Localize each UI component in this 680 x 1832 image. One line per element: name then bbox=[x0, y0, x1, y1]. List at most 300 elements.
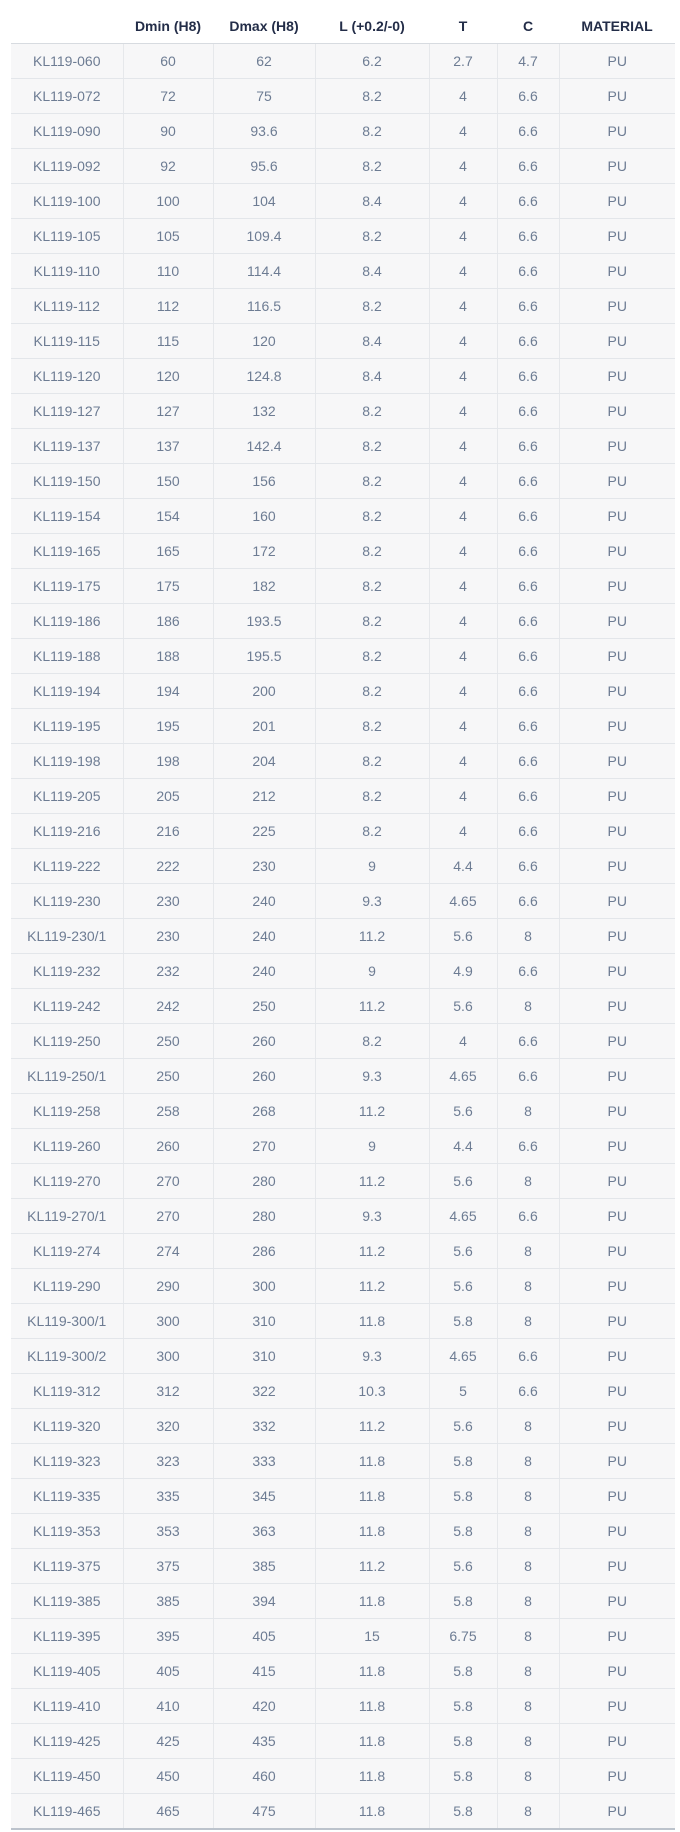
cell-material: PU bbox=[559, 1374, 675, 1409]
table-row bbox=[11, 79, 675, 114]
table-row bbox=[11, 464, 675, 499]
cell-dmin: 375 bbox=[123, 1549, 213, 1584]
cell-dmin: 165 bbox=[123, 534, 213, 569]
table-row bbox=[11, 1164, 675, 1199]
table-row bbox=[11, 1584, 675, 1619]
cell-length: 8.2 bbox=[315, 1024, 429, 1059]
cell-part-number: KL119-216 bbox=[11, 814, 123, 849]
cell-t: 4 bbox=[429, 744, 497, 779]
cell-part-number: KL119-154 bbox=[11, 499, 123, 534]
cell-c: 6.6 bbox=[497, 709, 559, 744]
cell-t: 5.6 bbox=[429, 1164, 497, 1199]
header-t: T bbox=[429, 8, 497, 44]
cell-length: 11.2 bbox=[315, 919, 429, 954]
cell-material: PU bbox=[559, 1304, 675, 1339]
cell-c: 6.6 bbox=[497, 499, 559, 534]
cell-length: 11.2 bbox=[315, 1269, 429, 1304]
table-row bbox=[11, 954, 675, 989]
cell-dmax: 120 bbox=[213, 324, 315, 359]
cell-dmax: 193.5 bbox=[213, 604, 315, 639]
cell-length: 8.2 bbox=[315, 674, 429, 709]
cell-t: 4 bbox=[429, 394, 497, 429]
cell-c: 8 bbox=[497, 1584, 559, 1619]
cell-dmin: 230 bbox=[123, 884, 213, 919]
header-dmin: Dmin (H8) bbox=[123, 8, 213, 44]
cell-dmax: 195.5 bbox=[213, 639, 315, 674]
cell-dmin: 385 bbox=[123, 1584, 213, 1619]
cell-material: PU bbox=[559, 1059, 675, 1094]
cell-c: 8 bbox=[497, 1444, 559, 1479]
table-row bbox=[11, 534, 675, 569]
table-row bbox=[11, 884, 675, 919]
cell-c: 6.6 bbox=[497, 639, 559, 674]
cell-c: 6.6 bbox=[497, 814, 559, 849]
cell-c: 6.6 bbox=[497, 954, 559, 989]
cell-part-number: KL119-060 bbox=[11, 44, 123, 79]
cell-dmax: 260 bbox=[213, 1059, 315, 1094]
cell-t: 4 bbox=[429, 184, 497, 219]
cell-t: 4 bbox=[429, 639, 497, 674]
cell-t: 5.8 bbox=[429, 1689, 497, 1724]
cell-material: PU bbox=[559, 499, 675, 534]
cell-length: 8.4 bbox=[315, 324, 429, 359]
table-row bbox=[11, 219, 675, 254]
cell-dmax: 204 bbox=[213, 744, 315, 779]
cell-length: 8.2 bbox=[315, 744, 429, 779]
cell-dmin: 232 bbox=[123, 954, 213, 989]
cell-part-number: KL119-274 bbox=[11, 1234, 123, 1269]
table-row bbox=[11, 394, 675, 429]
table-row bbox=[11, 359, 675, 394]
cell-material: PU bbox=[559, 79, 675, 114]
table-row bbox=[11, 1304, 675, 1339]
cell-material: PU bbox=[559, 44, 675, 79]
cell-material: PU bbox=[559, 569, 675, 604]
cell-dmax: 201 bbox=[213, 709, 315, 744]
cell-length: 8.2 bbox=[315, 464, 429, 499]
cell-t: 4 bbox=[429, 149, 497, 184]
cell-length: 8.2 bbox=[315, 814, 429, 849]
cell-material: PU bbox=[559, 1234, 675, 1269]
cell-dmin: 270 bbox=[123, 1164, 213, 1199]
cell-c: 6.6 bbox=[497, 884, 559, 919]
cell-length: 11.2 bbox=[315, 989, 429, 1024]
cell-dmax: 280 bbox=[213, 1199, 315, 1234]
cell-t: 4 bbox=[429, 324, 497, 359]
cell-dmin: 320 bbox=[123, 1409, 213, 1444]
table-row bbox=[11, 1024, 675, 1059]
cell-c: 6.6 bbox=[497, 1024, 559, 1059]
cell-t: 5.8 bbox=[429, 1514, 497, 1549]
cell-part-number: KL119-120 bbox=[11, 359, 123, 394]
cell-t: 4 bbox=[429, 359, 497, 394]
cell-material: PU bbox=[559, 1619, 675, 1654]
cell-dmax: 75 bbox=[213, 79, 315, 114]
cell-c: 8 bbox=[497, 1234, 559, 1269]
cell-part-number: KL119-270/1 bbox=[11, 1199, 123, 1234]
table-row bbox=[11, 849, 675, 884]
cell-length: 11.2 bbox=[315, 1094, 429, 1129]
cell-dmax: 160 bbox=[213, 499, 315, 534]
table-row bbox=[11, 184, 675, 219]
cell-material: PU bbox=[559, 1724, 675, 1759]
cell-c: 6.6 bbox=[497, 219, 559, 254]
cell-dmax: 95.6 bbox=[213, 149, 315, 184]
cell-dmax: 333 bbox=[213, 1444, 315, 1479]
cell-part-number: KL119-250/1 bbox=[11, 1059, 123, 1094]
cell-part-number: KL119-320 bbox=[11, 1409, 123, 1444]
cell-c: 8 bbox=[497, 1304, 559, 1339]
cell-dmax: 182 bbox=[213, 569, 315, 604]
cell-dmin: 175 bbox=[123, 569, 213, 604]
cell-c: 6.6 bbox=[497, 779, 559, 814]
cell-material: PU bbox=[559, 534, 675, 569]
cell-length: 11.8 bbox=[315, 1584, 429, 1619]
cell-t: 5.6 bbox=[429, 1094, 497, 1129]
cell-material: PU bbox=[559, 324, 675, 359]
cell-material: PU bbox=[559, 744, 675, 779]
cell-t: 5.8 bbox=[429, 1444, 497, 1479]
cell-length: 8.2 bbox=[315, 219, 429, 254]
cell-length: 15 bbox=[315, 1619, 429, 1654]
cell-length: 8.2 bbox=[315, 499, 429, 534]
cell-t: 4 bbox=[429, 814, 497, 849]
cell-length: 8.2 bbox=[315, 639, 429, 674]
table-row bbox=[11, 1514, 675, 1549]
cell-c: 6.6 bbox=[497, 744, 559, 779]
cell-c: 6.6 bbox=[497, 569, 559, 604]
cell-material: PU bbox=[559, 1094, 675, 1129]
cell-dmin: 216 bbox=[123, 814, 213, 849]
cell-dmax: 109.4 bbox=[213, 219, 315, 254]
cell-part-number: KL119-230/1 bbox=[11, 919, 123, 954]
cell-part-number: KL119-258 bbox=[11, 1094, 123, 1129]
cell-length: 8.2 bbox=[315, 569, 429, 604]
cell-dmin: 90 bbox=[123, 114, 213, 149]
cell-material: PU bbox=[559, 1269, 675, 1304]
cell-t: 4 bbox=[429, 534, 497, 569]
cell-t: 4 bbox=[429, 289, 497, 324]
cell-part-number: KL119-115 bbox=[11, 324, 123, 359]
cell-material: PU bbox=[559, 814, 675, 849]
cell-c: 6.6 bbox=[497, 429, 559, 464]
cell-material: PU bbox=[559, 1339, 675, 1374]
cell-material: PU bbox=[559, 429, 675, 464]
cell-dmin: 270 bbox=[123, 1199, 213, 1234]
cell-part-number: KL119-100 bbox=[11, 184, 123, 219]
cell-t: 4 bbox=[429, 429, 497, 464]
cell-t: 5.8 bbox=[429, 1759, 497, 1794]
table-row bbox=[11, 1269, 675, 1304]
cell-material: PU bbox=[559, 1024, 675, 1059]
table-row bbox=[11, 1619, 675, 1654]
cell-t: 4 bbox=[429, 674, 497, 709]
cell-part-number: KL119-112 bbox=[11, 289, 123, 324]
cell-dmax: 332 bbox=[213, 1409, 315, 1444]
cell-part-number: KL119-385 bbox=[11, 1584, 123, 1619]
cell-c: 8 bbox=[497, 919, 559, 954]
cell-material: PU bbox=[559, 1129, 675, 1164]
cell-dmax: 385 bbox=[213, 1549, 315, 1584]
cell-c: 8 bbox=[497, 1619, 559, 1654]
cell-dmax: 62 bbox=[213, 44, 315, 79]
cell-material: PU bbox=[559, 1164, 675, 1199]
cell-length: 11.8 bbox=[315, 1479, 429, 1514]
cell-length: 9 bbox=[315, 1129, 429, 1164]
table-row bbox=[11, 1479, 675, 1514]
cell-dmax: 116.5 bbox=[213, 289, 315, 324]
cell-dmin: 105 bbox=[123, 219, 213, 254]
cell-c: 6.6 bbox=[497, 394, 559, 429]
cell-part-number: KL119-090 bbox=[11, 114, 123, 149]
cell-dmax: 322 bbox=[213, 1374, 315, 1409]
cell-dmin: 465 bbox=[123, 1794, 213, 1830]
cell-c: 8 bbox=[497, 1794, 559, 1830]
cell-part-number: KL119-335 bbox=[11, 1479, 123, 1514]
cell-part-number: KL119-105 bbox=[11, 219, 123, 254]
cell-c: 6.6 bbox=[497, 324, 559, 359]
cell-length: 9 bbox=[315, 954, 429, 989]
cell-length: 10.3 bbox=[315, 1374, 429, 1409]
cell-dmin: 198 bbox=[123, 744, 213, 779]
cell-part-number: KL119-405 bbox=[11, 1654, 123, 1689]
cell-length: 11.2 bbox=[315, 1164, 429, 1199]
table-row bbox=[11, 1759, 675, 1794]
cell-t: 4 bbox=[429, 114, 497, 149]
cell-length: 11.8 bbox=[315, 1724, 429, 1759]
cell-dmin: 250 bbox=[123, 1024, 213, 1059]
cell-part-number: KL119-450 bbox=[11, 1759, 123, 1794]
cell-dmin: 137 bbox=[123, 429, 213, 464]
cell-part-number: KL119-353 bbox=[11, 1514, 123, 1549]
cell-part-number: KL119-230 bbox=[11, 884, 123, 919]
cell-length: 11.2 bbox=[315, 1409, 429, 1444]
cell-dmax: 240 bbox=[213, 954, 315, 989]
table-row bbox=[11, 709, 675, 744]
cell-dmin: 186 bbox=[123, 604, 213, 639]
cell-c: 6.6 bbox=[497, 674, 559, 709]
cell-length: 8.4 bbox=[315, 359, 429, 394]
cell-t: 5.6 bbox=[429, 1234, 497, 1269]
table-row bbox=[11, 1689, 675, 1724]
cell-material: PU bbox=[559, 1689, 675, 1724]
cell-material: PU bbox=[559, 464, 675, 499]
cell-dmax: 394 bbox=[213, 1584, 315, 1619]
cell-t: 4 bbox=[429, 709, 497, 744]
cell-dmax: 200 bbox=[213, 674, 315, 709]
cell-t: 5.6 bbox=[429, 1409, 497, 1444]
cell-dmax: 270 bbox=[213, 1129, 315, 1164]
cell-dmin: 410 bbox=[123, 1689, 213, 1724]
cell-dmax: 345 bbox=[213, 1479, 315, 1514]
cell-c: 6.6 bbox=[497, 464, 559, 499]
cell-dmax: 225 bbox=[213, 814, 315, 849]
table-row bbox=[11, 1724, 675, 1759]
cell-dmax: 104 bbox=[213, 184, 315, 219]
cell-length: 9 bbox=[315, 849, 429, 884]
cell-t: 5 bbox=[429, 1374, 497, 1409]
cell-t: 4.65 bbox=[429, 1059, 497, 1094]
cell-c: 8 bbox=[497, 1689, 559, 1724]
cell-c: 8 bbox=[497, 1549, 559, 1584]
cell-material: PU bbox=[559, 254, 675, 289]
cell-length: 11.2 bbox=[315, 1549, 429, 1584]
cell-c: 8 bbox=[497, 1164, 559, 1199]
cell-dmin: 112 bbox=[123, 289, 213, 324]
table-row bbox=[11, 1059, 675, 1094]
cell-material: PU bbox=[559, 1759, 675, 1794]
cell-material: PU bbox=[559, 184, 675, 219]
cell-material: PU bbox=[559, 884, 675, 919]
dimensions-table bbox=[11, 8, 675, 1830]
table-row bbox=[11, 639, 675, 674]
table-row bbox=[11, 779, 675, 814]
cell-t: 4 bbox=[429, 499, 497, 534]
cell-t: 5.6 bbox=[429, 989, 497, 1024]
cell-length: 11.8 bbox=[315, 1689, 429, 1724]
cell-length: 8.2 bbox=[315, 79, 429, 114]
cell-dmax: 124.8 bbox=[213, 359, 315, 394]
cell-part-number: KL119-410 bbox=[11, 1689, 123, 1724]
table-row bbox=[11, 499, 675, 534]
cell-length: 11.8 bbox=[315, 1654, 429, 1689]
cell-t: 4 bbox=[429, 79, 497, 114]
cell-t: 4 bbox=[429, 219, 497, 254]
cell-t: 5.6 bbox=[429, 1549, 497, 1584]
cell-dmin: 258 bbox=[123, 1094, 213, 1129]
cell-dmin: 260 bbox=[123, 1129, 213, 1164]
cell-dmax: 363 bbox=[213, 1514, 315, 1549]
cell-c: 6.6 bbox=[497, 289, 559, 324]
cell-t: 4.65 bbox=[429, 1199, 497, 1234]
cell-material: PU bbox=[559, 1549, 675, 1584]
cell-t: 5.6 bbox=[429, 1269, 497, 1304]
cell-dmax: 240 bbox=[213, 884, 315, 919]
table-row bbox=[11, 919, 675, 954]
cell-length: 8.4 bbox=[315, 254, 429, 289]
cell-dmin: 60 bbox=[123, 44, 213, 79]
table-row bbox=[11, 1199, 675, 1234]
cell-length: 9.3 bbox=[315, 1339, 429, 1374]
cell-dmin: 154 bbox=[123, 499, 213, 534]
cell-material: PU bbox=[559, 604, 675, 639]
cell-dmin: 150 bbox=[123, 464, 213, 499]
cell-t: 4.4 bbox=[429, 849, 497, 884]
cell-length: 11.8 bbox=[315, 1759, 429, 1794]
cell-dmin: 72 bbox=[123, 79, 213, 114]
table-row bbox=[11, 1094, 675, 1129]
header-length: L (+0.2/-0) bbox=[315, 8, 429, 44]
cell-material: PU bbox=[559, 219, 675, 254]
cell-dmax: 415 bbox=[213, 1654, 315, 1689]
cell-dmin: 405 bbox=[123, 1654, 213, 1689]
header-dmax: Dmax (H8) bbox=[213, 8, 315, 44]
table-row bbox=[11, 744, 675, 779]
cell-length: 8.2 bbox=[315, 709, 429, 744]
cell-dmin: 353 bbox=[123, 1514, 213, 1549]
cell-material: PU bbox=[559, 359, 675, 394]
cell-c: 6.6 bbox=[497, 79, 559, 114]
cell-c: 6.6 bbox=[497, 1199, 559, 1234]
cell-c: 4.7 bbox=[497, 44, 559, 79]
cell-c: 8 bbox=[497, 1759, 559, 1794]
cell-part-number: KL119-260 bbox=[11, 1129, 123, 1164]
cell-part-number: KL119-165 bbox=[11, 534, 123, 569]
cell-length: 11.8 bbox=[315, 1514, 429, 1549]
cell-length: 6.2 bbox=[315, 44, 429, 79]
table-row bbox=[11, 1374, 675, 1409]
cell-c: 6.6 bbox=[497, 1374, 559, 1409]
cell-t: 5.8 bbox=[429, 1724, 497, 1759]
cell-t: 4 bbox=[429, 1024, 497, 1059]
cell-c: 8 bbox=[497, 1409, 559, 1444]
cell-c: 6.6 bbox=[497, 184, 559, 219]
cell-length: 8.2 bbox=[315, 779, 429, 814]
cell-t: 5.6 bbox=[429, 919, 497, 954]
cell-part-number: KL119-395 bbox=[11, 1619, 123, 1654]
cell-c: 6.6 bbox=[497, 1059, 559, 1094]
cell-part-number: KL119-186 bbox=[11, 604, 123, 639]
cell-c: 8 bbox=[497, 1514, 559, 1549]
cell-dmax: 230 bbox=[213, 849, 315, 884]
cell-part-number: KL119-425 bbox=[11, 1724, 123, 1759]
cell-material: PU bbox=[559, 1794, 675, 1830]
table-row bbox=[11, 1654, 675, 1689]
cell-length: 11.8 bbox=[315, 1304, 429, 1339]
cell-material: PU bbox=[559, 1409, 675, 1444]
cell-dmax: 250 bbox=[213, 989, 315, 1024]
cell-c: 6.6 bbox=[497, 534, 559, 569]
cell-t: 4.65 bbox=[429, 1339, 497, 1374]
cell-part-number: KL119-198 bbox=[11, 744, 123, 779]
cell-dmin: 323 bbox=[123, 1444, 213, 1479]
cell-t: 6.75 bbox=[429, 1619, 497, 1654]
cell-dmin: 222 bbox=[123, 849, 213, 884]
cell-material: PU bbox=[559, 1479, 675, 1514]
cell-c: 8 bbox=[497, 1654, 559, 1689]
cell-c: 6.6 bbox=[497, 604, 559, 639]
cell-dmin: 110 bbox=[123, 254, 213, 289]
table-row bbox=[11, 1549, 675, 1584]
cell-dmax: 132 bbox=[213, 394, 315, 429]
cell-part-number: KL119-323 bbox=[11, 1444, 123, 1479]
cell-c: 6.6 bbox=[497, 149, 559, 184]
cell-material: PU bbox=[559, 674, 675, 709]
cell-dmax: 114.4 bbox=[213, 254, 315, 289]
cell-part-number: KL119-150 bbox=[11, 464, 123, 499]
cell-dmax: 435 bbox=[213, 1724, 315, 1759]
cell-dmax: 93.6 bbox=[213, 114, 315, 149]
cell-part-number: KL119-092 bbox=[11, 149, 123, 184]
cell-material: PU bbox=[559, 954, 675, 989]
cell-material: PU bbox=[559, 989, 675, 1024]
cell-dmax: 142.4 bbox=[213, 429, 315, 464]
cell-part-number: KL119-195 bbox=[11, 709, 123, 744]
cell-dmax: 475 bbox=[213, 1794, 315, 1830]
header-material: MATERIAL bbox=[559, 8, 675, 44]
table-row bbox=[11, 1339, 675, 1374]
header-part-number bbox=[11, 8, 123, 44]
cell-dmin: 250 bbox=[123, 1059, 213, 1094]
table-row bbox=[11, 814, 675, 849]
cell-dmax: 420 bbox=[213, 1689, 315, 1724]
cell-dmax: 280 bbox=[213, 1164, 315, 1199]
cell-material: PU bbox=[559, 1199, 675, 1234]
cell-dmax: 240 bbox=[213, 919, 315, 954]
cell-t: 5.8 bbox=[429, 1654, 497, 1689]
cell-dmin: 115 bbox=[123, 324, 213, 359]
cell-t: 4.4 bbox=[429, 1129, 497, 1164]
